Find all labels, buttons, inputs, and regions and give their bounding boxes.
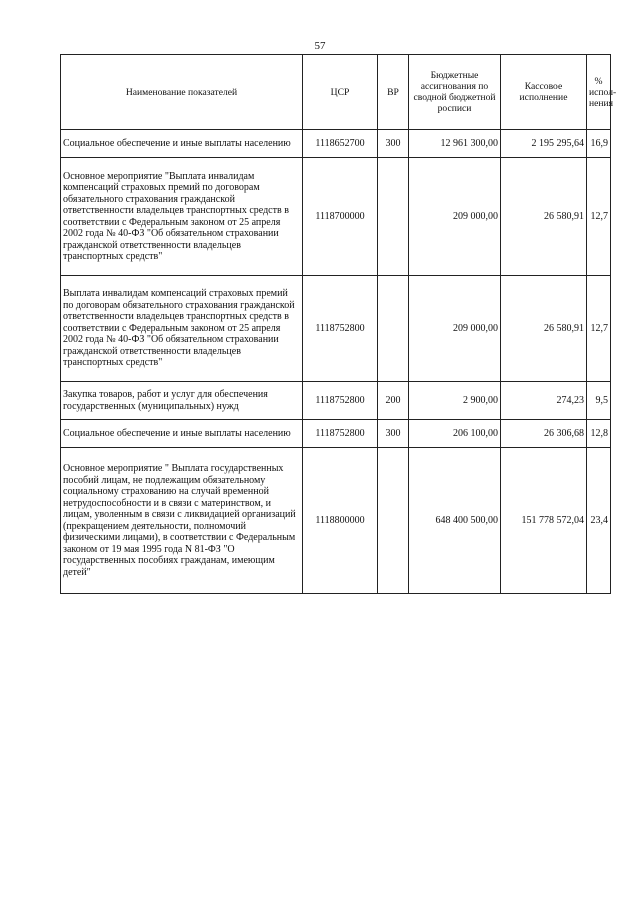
row-vr [378, 158, 409, 276]
header-assignments: Бюджетные ассигнования по сводной бюджетной росписи [409, 55, 501, 130]
row-assignments: 206 100,00 [409, 420, 501, 448]
row-csr: 1118752800 [303, 382, 378, 420]
header-csr: ЦСР [303, 55, 378, 130]
table-header-row [61, 55, 611, 130]
row-assignments: 12 961 300,00 [409, 130, 501, 158]
table-row [61, 158, 611, 276]
row-assignments: 648 400 500,00 [409, 448, 501, 594]
row-cash-execution: 26 306,68 [501, 420, 587, 448]
row-percent: 16,9 [587, 130, 611, 158]
row-cash-execution: 2 195 295,64 [501, 130, 587, 158]
row-vr: 200 [378, 382, 409, 420]
row-percent: 23,4 [587, 448, 611, 594]
row-csr: 1118752800 [303, 276, 378, 382]
row-name: Закупка товаров, работ и услуг для обеспечения государственных (муниципальных) нужд [61, 382, 303, 420]
row-assignments: 2 900,00 [409, 382, 501, 420]
row-name: Основное мероприятие "Выплата инвалидам компенсаций страховых премий по договорам обязательного страхования гражданской ответственности владельцев транспортных средств в соответствии с Федеральным законом от 25 апреля 2002 года № 40-ФЗ "Об обязательном страховании гражданской ответственности владельцев транспортных средств" [61, 158, 303, 276]
row-cash-execution: 151 778 572,04 [501, 448, 587, 594]
table-row [61, 420, 611, 448]
row-name: Выплата инвалидам компенсаций страховых премий по договорам обязательного страхования гражданской ответственности владельцев транспортных средств в соответствии с Федеральным законом от 25 апреля 2002 года № 40-ФЗ "Об обязательном страховании гражданской ответственности владельцев транспортных средств" [61, 276, 303, 382]
table-row [61, 448, 611, 594]
budget-execution-table [60, 54, 617, 594]
header-cash-execution: Кассовое исполнение [501, 55, 587, 130]
row-csr: 1118752800 [303, 420, 378, 448]
table-row [61, 276, 611, 382]
row-percent: 12,7 [587, 158, 611, 276]
row-cash-execution: 26 580,91 [501, 276, 587, 382]
header-percent: % испол-нения [587, 55, 611, 130]
row-cash-execution: 26 580,91 [501, 158, 587, 276]
row-name: Основное мероприятие " Выплата государственных пособий лицам, не подлежащим обязательному социальному страхованию на случай временной нетрудоспособности и в связи с материнством, и лицам, уволенным в связи с ликвидацией организаций (прекращением деятельности, полномочий физическими лицами), в соответствии с Федеральным законом от 19 мая 1995 года N 81-ФЗ "О государственных пособиях гражданам, имеющим детей" [61, 448, 303, 594]
row-csr: 1118700000 [303, 158, 378, 276]
row-assignments: 209 000,00 [409, 276, 501, 382]
row-vr: 300 [378, 420, 409, 448]
row-vr [378, 448, 409, 594]
row-vr: 300 [378, 130, 409, 158]
row-percent: 12,8 [587, 420, 611, 448]
row-name: Социальное обеспечение и иные выплаты населению [61, 130, 303, 158]
table-row [61, 130, 611, 158]
row-csr: 1118652700 [303, 130, 378, 158]
row-vr [378, 276, 409, 382]
header-name: Наименование показателей [61, 55, 303, 130]
row-name: Социальное обеспечение и иные выплаты населению [61, 420, 303, 448]
header-vr: ВР [378, 55, 409, 130]
table-row [61, 382, 611, 420]
row-csr: 1118800000 [303, 448, 378, 594]
row-assignments: 209 000,00 [409, 158, 501, 276]
row-percent: 9,5 [587, 382, 611, 420]
row-cash-execution: 274,23 [501, 382, 587, 420]
row-percent: 12,7 [587, 276, 611, 382]
page-number: 57 [314, 40, 326, 52]
